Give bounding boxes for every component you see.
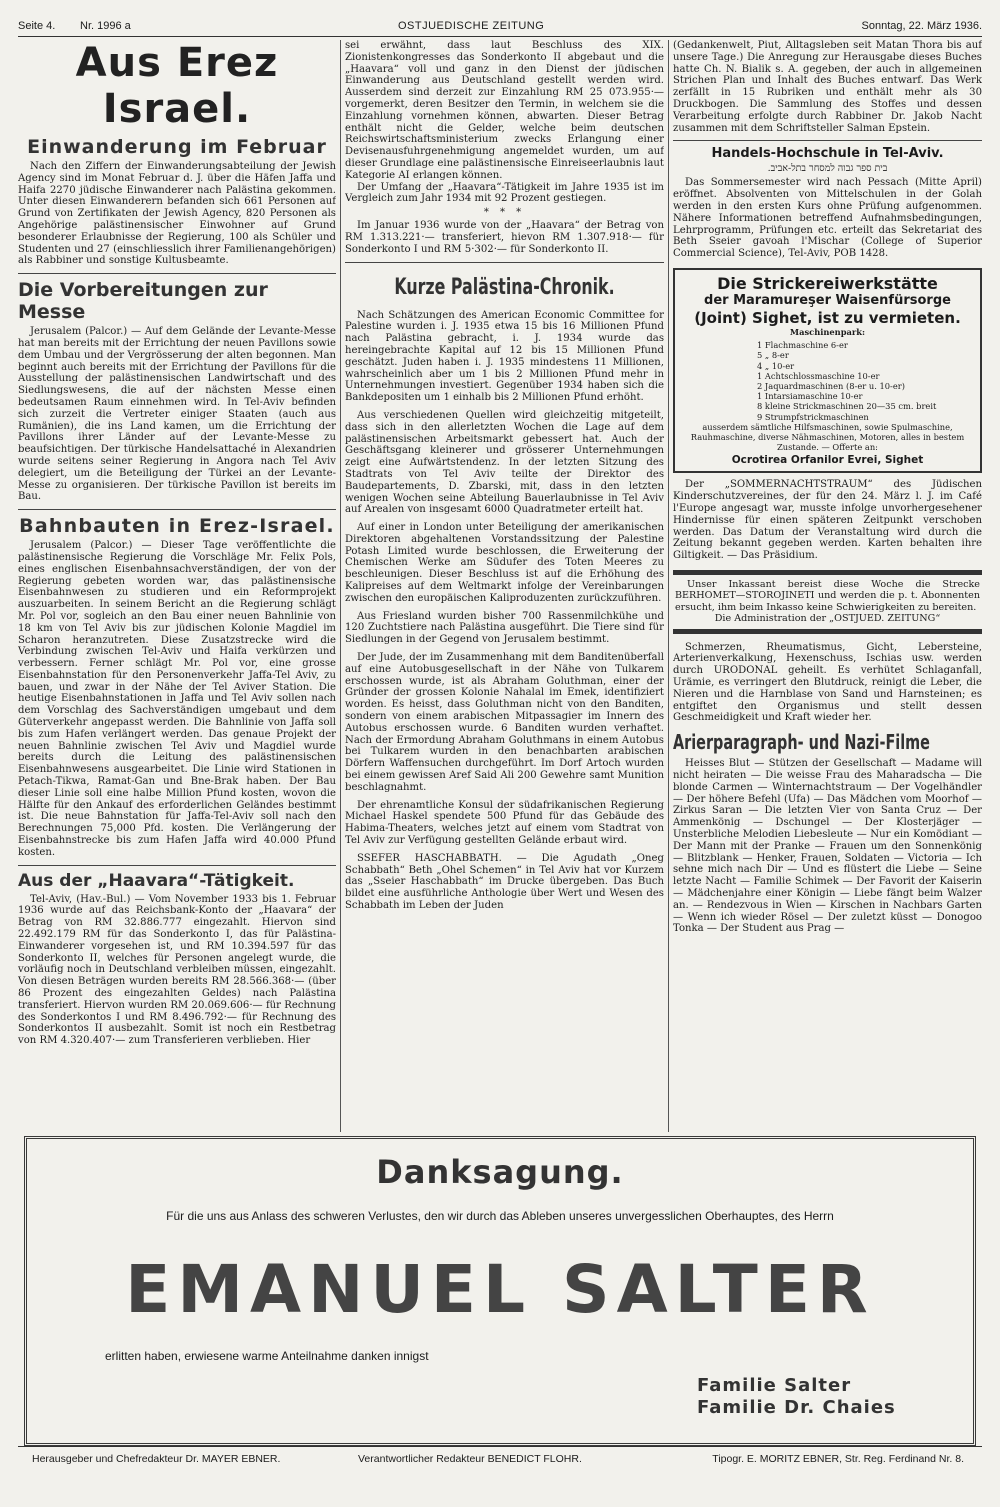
advert-text: erlitten haben, erwiesene warme Anteilnahme danken innigst [105,1349,429,1363]
machine-list [757,340,972,422]
article-text: Auf einer in London unter Beteiligung der amerikanischen Direktoren abgehaltenen Vorstandssitzung der Palestine Potash Limited wurde beschlossen, die Erweiterung der Chemischen Werke am Südufer des Toten Meeres zu beschleunigen. Dieser Beschluss ist auf die Erhöhung des Kalipreises auf dem Weltmarkt infolge der Vereinbarungen zwischen den europäischen Kaliproduzenten zurückzuführen. [345,522,664,604]
newspaper-page [18,14,982,1494]
article-heading: Arierparagraph- und Nazi-Filme [673,730,930,755]
article-text: Im Januar 1936 wurde von der „Haavara“ der Betrag von RM 1.313.221·— transferiert, hievon RM 1.307.918·— für Sonderkonto I und RM 5·302·— für Sonderkonto II. [345,220,664,255]
divider [673,140,982,141]
list-item: 1 Intarsiamaschine 10-er [757,391,863,402]
article-heading: Die Vorbereitungen zur Messe [18,279,268,324]
page-footer [18,1446,982,1465]
advert-title: Die Strickereiwerkstätte [717,273,938,293]
article-text: sei erwähnt, dass laut Beschluss des XIX. Zionistenkongresses das Sonderkonto II abgebaut und die „Haavara“ voll und ganz in den Dienst der jüdischen Einwanderung aus Deutschland gestellt werden wird. Ausserdem sind derzeit zur Einzahlung RM 25 073.955·— vorgemerkt, deren Besitzer den Termin, in welchem sie die Einzahlung vornehmen können, abwarten. Dieser Betrag enthält nicht die Gelder, welche beim deutschen Reichswirtschaftsministerium zwecks Erlangung einer Devisenausfuhrgenehmigung angemeldet wurden, um auf dieser Grundlage eine palästinensische Einreiseerlaubnis laut Kategorie AI erlangen können. [345,40,664,181]
family-signature: Familie Salter [697,1375,852,1396]
list-item: 8 kleine Strickmaschinen 20—35 cm. breit [757,401,937,412]
divider [18,273,336,274]
page-number: Seite 4. [18,20,56,32]
column-3 [673,40,982,1130]
notice-inkasso [673,570,982,634]
notice-signature: Die Administration der „OSTJUED. ZEITUNG“ [714,613,941,625]
column-1 [18,40,336,1130]
page-header [18,14,982,37]
advert-signature: Ocrotirea Orfanilor Evrei, Sighet [731,454,924,467]
article-text: Das Sommersemester wird nach Pessach (Mitte April) eröffnet. Absolventen von Mittelschulen in der Golah werden in den ersten Kurs ohne Prüfung aufgenommen. Nähere Informationen betreffend Aufnahmsbedingungen, Lehrprogramm, Prüfungen etc. erteilt das Sekretariat des Beth Sseier gavoah l'Mischar (College of Superior Commercial Science), Tel-Aviv, POB 1428. [673,177,982,260]
column-rule [668,40,669,1132]
deceased-name: EMANUEL SALTER [125,1251,875,1328]
article-text: Nach Schätzungen des American Economic Committee for Palestine wurden i. J. 1935 etwa 15 bis 16 Millionen Pfund nach Palästina gebracht, i. J. 1934 wurde das hereingebrachte Kapital auf 12 bis 15 Millionen Pfund geschätzt. Juden haben i. J. 1935 mindestens 11 Millionen, wahrscheinlich aber um 1 bis 2 Millionen Pfund mehr in Unternehmungen investiert. Gegenüber 1934 haben sich die Bankdepositen um 1 einhalb bis 2 Millionen Pfund erhöht. [345,309,664,404]
list-item: 5 „ 8-er [757,350,789,361]
list-item: 4 „ 10-er [757,360,795,371]
advert-subtitle: (Joint) Sighet, ist zu vermieten. [694,308,961,327]
separator-stars: * * * [483,207,526,219]
advert-title: Danksagung. [376,1153,624,1191]
masthead: OSTJUEDISCHE ZEITUNG [398,20,545,32]
advert-text: Für die uns aus Anlass des schweren Verlustes, den wir durch das Ableben unseres unvergesslichen Oberhauptes, des Herrn [166,1209,834,1223]
advert-text: Schmerzen, Rheumatismus, Gicht, Lebersteine, Arterienverkalkung, Hexenschuss, Ischias usw. werden durch URODONAL geheilt. Es verhütet Schlaganfall, Urämie, es verringert den Blutdruck, reinigt die Leber, die Nieren und die Harnblase von Sand und Harnsteinen; es entgiftet den Organismus und stellt dessen Geschmeidigkeit und Kraft wieder her. [673,641,982,724]
article-text: Jerusalem (Palcor.) — Auf dem Gelände der Levante-Messe hat man bereits mit der Errichtung der neuen Pavillons sowie dem Umbau und der Vergrösserung der alten begonnen. Man beginnt auch bereits mit der Errichtung der Pavillons für die Ausstellung der palästinensischen Landwirtschaft und des Siedlungswesens, die auf der nächsten Messe einen bedeutsamen Raum einnehmen wird. In Tel-Aviv befinden sich zurzeit die Vertreter einiger Staaten (auch aus Rumänien), die ins Land kamen, um die Errichtung der Pavillons ihrer Länder auf der Levante-Messe zu beaufsichtigen. Der türkische Handelsattaché in Alexandrien wurde seitens seiner Regierung in Angora nach Tel Aviv delegiert, um die Beteiligung der Türkei an der Levante-Messe zu organisieren. Der türkische Pavillon ist bereits im Bau. [18,326,336,503]
list-item: 9 Strumpfstrickmaschinen [757,411,869,422]
article-heading: Aus der „Haavara“-Tätigkeit. [18,870,295,891]
issue-number: Nr. 1996 a [80,20,131,32]
column-rule [340,40,341,1132]
printer-line: Tipogr. E. MORITZ EBNER, Str. Reg. Ferdinand Nr. 8. [712,1453,964,1465]
article-text: Tel-Aviv, (Hav.-Bul.) — Vom November 1933 bis 1. Februar 1936 wurde auf das Reichsbank-Konto der „Haavara“ der Betrag von RM 32.886.777 eingezahlt. Hiervon sind 22.492.179 RM für das Sonderkonto I, das für Palästina-Einwanderer vorgesehen ist, und RM 10.394.597 für das Sonderkonto II, welches für Personen angelegt wurde, die vorläufig noch in Deutschland verbleiben müssen, eingezahlt. Von diesen Beträgen wurden bereits RM 28.566.368·— (über 86 Prozent des eingezahlten Geldes) nach Palästina transferiert. Hiervon wurden RM 20.069.606·— für Rechnung des Sonderkontos I und RM 8.496.792·— für Rechnung des Sonderkontos II ausbezahlt. Somit ist noch ein Restbetrag von RM 4.320.407·— zum Transferieren verblieben. Hier [18,893,336,1047]
list-item: 1 Achtschlossmaschine 10-er [757,370,880,381]
article-text: Aus Friesland wurden bisher 700 Rassenmilchkühe und 120 Zuchtstiere nach Palästina ausgeführt. Die Tiere sind für Siedlungen in der Gegend von Jerusalem bestimmt. [345,610,664,646]
article-text: SSEFER HASCHABBATH. — Die Agudath „Oneg Schabbath“ Beth „Ohel Schemen“ in Tel Aviv hat vor Kurzem das „Sseier Haschabbath“ im Drucke übergeben. Das Buch bildet eine ausführliche Anthologie über Wert und Wesen des Schabbath im Leben der Juden [345,852,664,911]
list-item: 1 Flachmaschine 6-er [757,340,848,351]
divider [18,509,336,510]
advert-text: ausserdem sämtliche Hilfsmaschinen, sowie Spulmaschine, Rauhmaschine, diverse Nähmaschinen, Motoren, alles in bestem Zustande. — Offerte an: [690,421,965,453]
editor-line: Verantwortlicher Redakteur BENEDICT FLOHR. [358,1453,582,1465]
article-heading: Bahnbauten in Erez-Israel. [19,515,335,538]
divider [345,262,664,263]
article-text: Jerusalem (Palcor.) — Dieser Tage veröffentlichte die palästinensische Regierung die Vorschläge Mr. Felix Pols, eines englischen Eisenbahnsachverständigen, der von der Regierung gebeten worden war, das palästinensische Eisenbahnwesen zu studieren und ein Reformprojekt auszuarbeiten. In seinem Bericht an die Regierung schlägt Mr. Pol vor, sogleich an den Bau einer neuen Bahnlinie von 18 km von Tel Aviv bis zur jüdischen Kolonie Magdiel im Scharon heranzutreten. Diese Zusatzstrecke wird die Verbindung zwischen Tel-Aviv und Haifa verkürzen und verbessern. Ferner schlägt Mr. Pol vor, eine grosse Eisenbahnstation für den Personenverkehr Jaffa-Tel Aviv, zu bauen, und zwar in der Nähe der Tel Aviver Station. Die heutige Eisenbahnstationen in Jaffa und Tel Aviv sollen nach dem Vorschlag des Sachverständigen umgebaut und dem Güterverkehr angepasst werden. Die Bahnlinie von Jaffa soll bis zum Hafen verlängert werden. Das genaue Projekt der neuen Bahnlinie zwischen Tel Aviv und Magdiel wurde bereits durch die Leitung des palästinensischen Eisenbahnwesens ausgearbeitet. Die Linie wird Stationen in Petach-Tikwa, Ramat-Gan und Bne-Brak haben. Der Bau dieser Linie soll eine halbe Million Pfund kosten, wovon die Hälfte für den Ankauf des erforderlichen Geländes bestimmt ist. Die neue Bahnstation für Jaffa-Tel-Aviv soll nach den Berechnungen 75,000 Pfd. kosten. Die Verlängerung der Eisenbahnstrecke bis zum Hafen Jaffa wird 40.000 Pfund kosten. [18,540,336,858]
list-item: 2 Jaquardmaschinen (8-er u. 10-er) [757,380,905,391]
article-text: Der Jude, der im Zusammenhang mit dem Banditenüberfall auf eine Autobusgesellschaft in der Nähe von Tulkarem erschossen wurde, ist als Abraham Goluthman, einer der Gründer der grossen Kolonie Nahalal im Emek, identifiziert worden. Es heisst, dass Goluthman nicht von den Banditen, sondern von einem arabischen Mitpassagier im Innern des Autobus erschossen wurde. 6 Banditen wurden verhaftet. Nach der Ermordung Abraham Goluthmans in einem Autobus bei Tulkarem wurden in den benachbarten arabischen Dörfern Waffensuchen durchgeführt. Im Dorf Artoch wurden bei einem gewissen Aref Said Ali 200 Gewehre samt Munition beschlagnahmt. [345,652,664,793]
divider [18,865,336,866]
article-text: Der ehrenamtliche Konsul der südafrikanischen Regierung Michael Haskel spendete 500 Pfund für das Gebäude des Habima-Theaters, welches jetzt auf einem vom Stadtrat von Tel Aviv zur Verfügung gestellten Gelände erbaut wird. [345,799,664,847]
advert-label: Maschinenpark: [789,326,866,337]
advert-strickerei [673,268,982,473]
publisher-line: Herausgeber und Chefredakteur Dr. MAYER EBNER. [32,1453,281,1465]
article-text: Der Umfang der „Haavara“-Tätigkeit im Jahre 1935 ist im Vergleich zum Jahr 1934 mit 92 Prozent gestiegen. [345,181,664,205]
notice-text: Unser Inkassant bereist diese Woche die Strecke BERHOMET—STOROJINETI und werden die p. t. Abonnenten ersucht, ihm beim Inkasso keine Schwierigkeiten zu bereiten. [675,578,980,613]
article-text: Heisses Blut — Stützen der Gesellschaft — Madame will nicht heiraten — Die weisse Frau des Maharadscha — Die blonde Carmen — Winternachtstraum — Der Vogelhändler — Der höhere Befehl (Ufa) — Das Mädchen vom Moorhof — Zirkus Saran — Die letzten Vier von Santa Cruz — Der Ammenkönig — Dschungel — Der Klosterjäger — Unsterbliche Melodien Liebesleute — Nur ein Komödiant — Der Mann mit der Pranke — Frauen um den Sonnenkönig — Blitzblank — Henker, Frauen, Soldaten — Victoria — Ich sehne mich nach Dir — Und es flüstert die Liebe — Seine letzte Nacht — Familie Schimek — Der Favorit der Kaiserin — Mädchenjahre einer Königin — Liebe fängt beim Walzer an. — Rendezvous in Wien — Kirschen in Nachbars Garten — Wenn ich wieder Rösel — Der zuletzt küsst — Donogoo Tonka — Der Student aus Prag — [673,758,982,935]
article-text: Aus verschiedenen Quellen wird gleichzeitig mitgeteilt, dass sich in den allerletzten Wochen die Lage auf dem palästinensischen Arbeitsmarkt gebessert hat. Auch der Geschäftsgang kleinerer und grösserer Unternehmungen zeigt eine Aufwärtstendenz. In der letzten Sitzung des Stadtrats von Tel Aviv teilte der Direktor des Baudepartements, D. Zbarski, mit, dass in den letzten wenigen Wochen seine Abteilung Bauerlaubnisse in Tel Aviv auf Arealen von insgesamt 6000 Quadratmeter erteilt hat. [345,409,664,516]
advert-danksagung [24,1136,976,1446]
article-text: Nach den Ziffern der Einwanderungsabteilung der Jewish Agency sind im Monat Februar d. J. über die Häfen Jaffa und Haifa 2270 jüdische Einwanderer nach Palästina gekommen. Unter diesen Einwanderern befanden sich 661 Personen auf Grund von Zertifikaten der Jewish Agency, 820 Personen als Angehörige palästinensischer Einwohner auf Grund besonderer Erlaubnisse der Regierung, 100 als Schüler und Studenten und 27 (einschliesslich ihrer Familienangehörigen) als Rabbiner und sonstige Kultusbeamte. [18,161,336,267]
article-text: (Gedankenwelt, Piut, Alltagsleben seit Matan Thora bis auf unsere Tage.) Die Anregung zur Herausgabe dieses Buches hatte Ch. N. Bialik s. A. gegeben, der auch in allgemeinen Strichen Plan und Inhalt des Buches entwarf. Das Werk zerfällt in 15 Rubriken und enthält mehr als 30 Druckbogen. Die Sammlung des Stoffes und dessen Verarbeitung erfolgte durch Rabbiner Dr. Jakob Nacht zusammen mit dem Schriftsteller Salman Epstein. [673,40,982,134]
column-2 [345,40,664,1130]
hebrew-subtitle: בית ספר גבוה למסחר בתל-אביב. [767,163,888,175]
advert-subtitle: der Maramureşer Waisenfürsorge [704,292,951,308]
issue-date: Sonntag, 22. März 1936. [861,20,982,32]
family-signature: Familie Dr. Chaies [697,1397,896,1418]
section-title: Aus Erez Israel. [75,40,279,132]
article-heading: Handels-Hochschule in Tel-Aviv. [711,146,944,162]
article-heading: Kurze Palästina-Chronik. [394,274,615,300]
article-heading: Einwanderung im Februar [27,136,327,158]
article-text: Der „SOMMERNACHTSTRAUM“ des Jüdischen Kinderschutzvereines, der für den 24. März l. J. im Café l'Europe angesagt war, musste infolge unvorhergesehener Hindernisse für einen späteren Zeitpunkt verschoben werden. Das Datum der Veranstaltung wird durch die Zeitung bekannt gegeben werden. Karten behalten ihre Giltigkeit. — Das Präsidium. [673,479,982,562]
